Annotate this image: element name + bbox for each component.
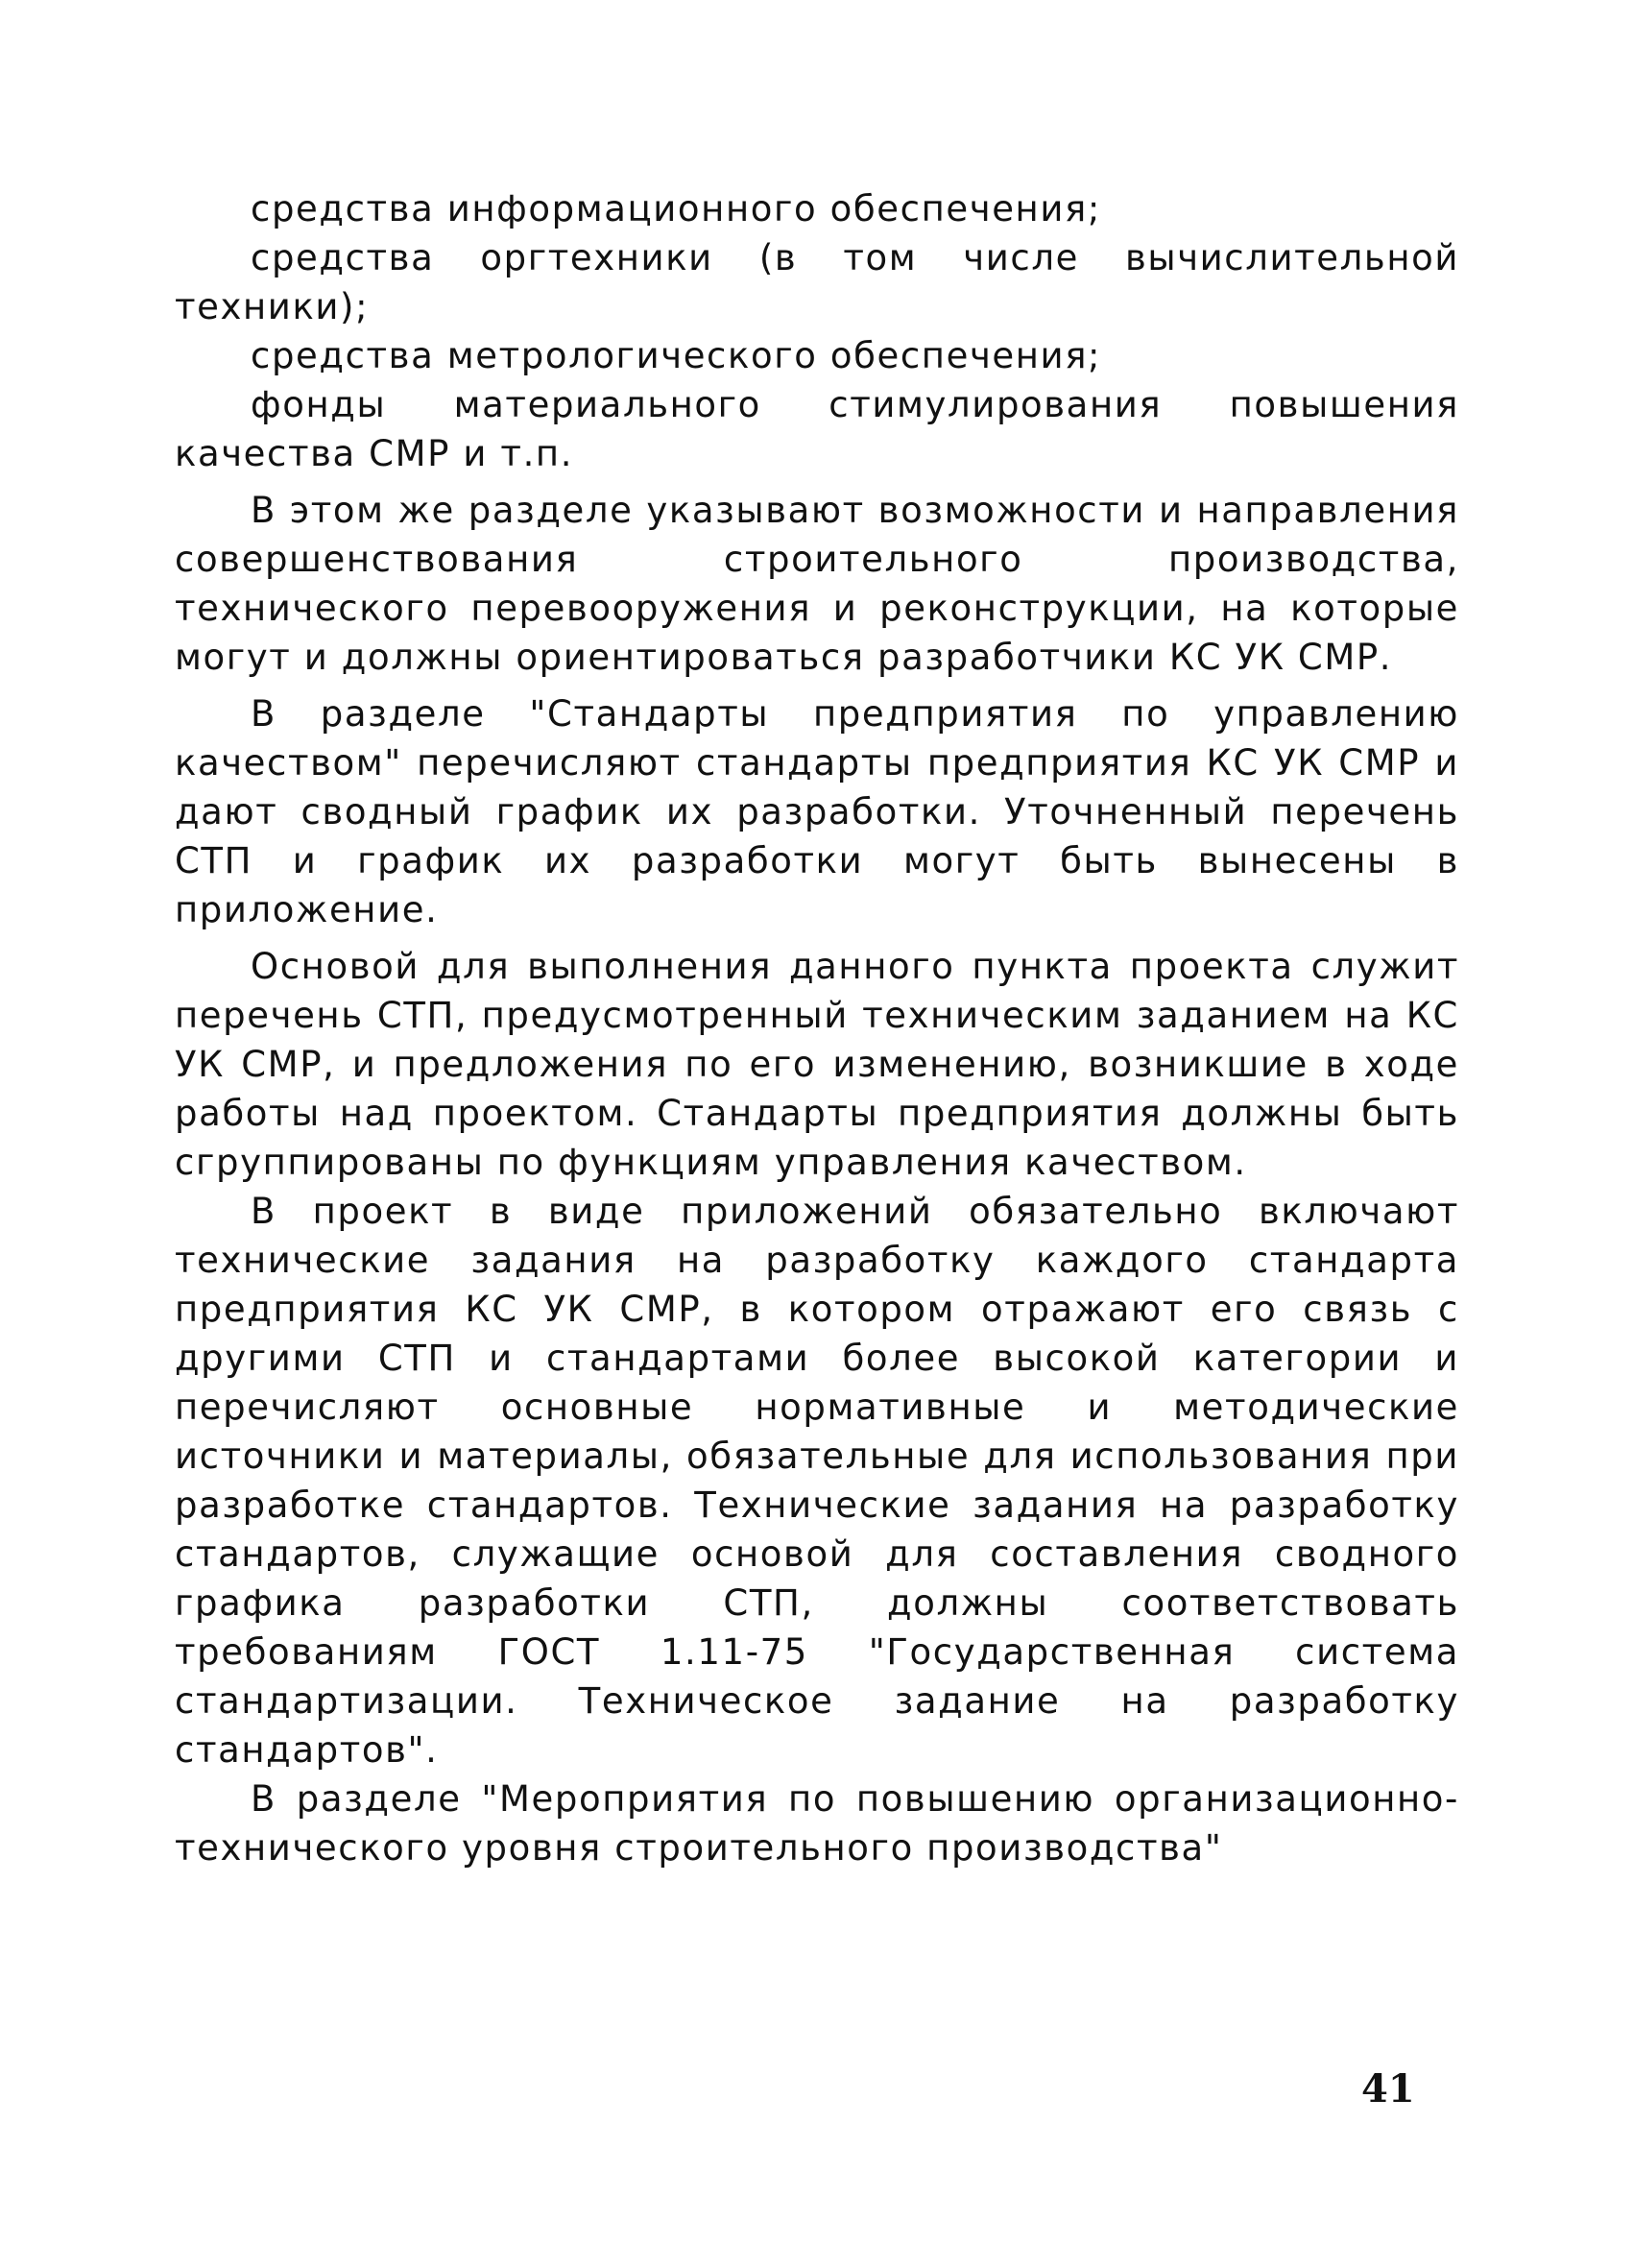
paragraph-office-equipment: средства оргтехники (в том числе вычислительной техники); <box>175 237 1459 327</box>
paragraph-info-support: средства информационного обеспечения; <box>251 188 1101 229</box>
paragraph-stp-list: Основой для выполнения данного пункта проекта служит перечень СТП, предусмотренный техническим заданием на КС УК СМР, и предложения по его изменению, возникшие в ходе работы над проектом. Стандарты предприятия должны быть сгруппированы по функциям управления качеством. <box>175 946 1459 1183</box>
body-text <box>175 184 1459 1872</box>
page-number: 41 <box>1361 2066 1415 2111</box>
paragraph-improvement-directions: В этом же разделе указывают возможности и направления совершенствования строительного производства, технического перевооружения и реконструкции, на которые могут и должны ориентироваться разработчики КС УК СМР. <box>175 490 1459 678</box>
paragraph-incentive-funds: фонды материального стимулирования повышения качества СМР и т.п. <box>175 384 1459 474</box>
paragraph-measures-section: В разделе "Мероприятия по повышению организационно-технического уровня строительного производства" <box>175 1778 1459 1869</box>
paragraph-enterprise-standards: В разделе "Стандарты предприятия по управлению качеством" перечисляют стандарты предприятия КС УК СМР и дают сводный график их разработки. Уточненный перечень СТП и график их разработки могут быть вынесены в приложение. <box>175 693 1459 930</box>
paragraph-metrology: средства метрологического обеспечения; <box>251 335 1102 376</box>
paragraph-technical-tasks: В проект в виде приложений обязательно включают технические задания на разработку каждого стандарта предприятия КС УК СМР, в котором отражают его связь с другими СТП и стандартами более высокой категории и перечисляют основные нормативные и методические источники и материалы, обязательные для использования при разработке стандартов. Технические задания на разработку стандартов, служащие основой для составления сводного графика разработки СТП, должны соответствовать требованиям ГОСТ 1.11-75 "Государственная система стандартизации. Техническое задание на разработку стандартов". <box>175 1191 1459 1771</box>
